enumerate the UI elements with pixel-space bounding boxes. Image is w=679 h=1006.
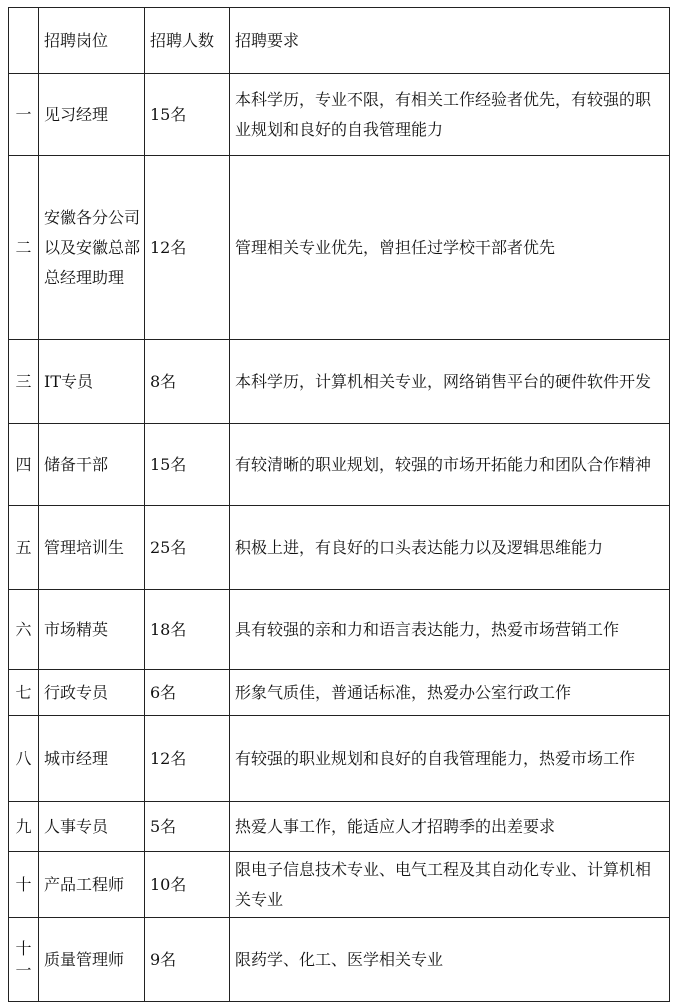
table-row [9,670,670,716]
row-count: 18名 [145,590,230,670]
row-position: 产品工程师 [39,852,145,918]
table-row [9,156,670,340]
table-row [9,918,670,1002]
row-requirement: 积极上进，有良好的口头表达能力以及逻辑思维能力 [230,506,670,590]
row-index: 四 [9,424,39,506]
row-requirement: 限电子信息技术专业、电气工程及其自动化专业、计算机相关专业 [230,852,670,918]
row-index: 八 [9,716,39,802]
row-count: 10名 [145,852,230,918]
header-row [9,8,670,74]
table-row [9,506,670,590]
row-count: 25名 [145,506,230,590]
row-count: 12名 [145,716,230,802]
row-position: 行政专员 [39,670,145,716]
row-position: 安徽各分公司以及安徽总部总经理助理 [39,156,145,340]
row-index: 九 [9,802,39,852]
header-index-cell [9,8,39,74]
table-row [9,802,670,852]
table-row [9,424,670,506]
table-row [9,340,670,424]
row-index: 一 [9,74,39,156]
row-count: 5名 [145,802,230,852]
row-index: 六 [9,590,39,670]
row-index: 十 [9,852,39,918]
row-requirement: 本科学历，计算机相关专业，网络销售平台的硬件软件开发 [230,340,670,424]
row-requirement: 形象气质佳，普通话标准，热爱办公室行政工作 [230,670,670,716]
row-index: 七 [9,670,39,716]
row-requirement: 管理相关专业优先，曾担任过学校干部者优先 [230,156,670,340]
row-position: 人事专员 [39,802,145,852]
row-position: 城市经理 [39,716,145,802]
row-count: 15名 [145,74,230,156]
row-index: 三 [9,340,39,424]
row-position: 管理培训生 [39,506,145,590]
row-position: IT专员 [39,340,145,424]
table-row [9,590,670,670]
row-count: 12名 [145,156,230,340]
row-count: 6名 [145,670,230,716]
row-requirement: 有较清晰的职业规划，较强的市场开拓能力和团队合作精神 [230,424,670,506]
row-index: 二 [9,156,39,340]
header-requirement-cell: 招聘要求 [230,8,670,74]
row-requirement: 具有较强的亲和力和语言表达能力，热爱市场营销工作 [230,590,670,670]
row-position: 质量管理师 [39,918,145,1002]
header-position-cell: 招聘岗位 [39,8,145,74]
row-requirement: 热爱人事工作，能适应人才招聘季的出差要求 [230,802,670,852]
row-position: 储备干部 [39,424,145,506]
row-position: 见习经理 [39,74,145,156]
row-count: 8名 [145,340,230,424]
row-requirement: 本科学历，专业不限，有相关工作经验者优先，有较强的职业规划和良好的自我管理能力 [230,74,670,156]
row-requirement: 限药学、化工、医学相关专业 [230,918,670,1002]
table-row [9,716,670,802]
table-row [9,74,670,156]
row-count: 9名 [145,918,230,1002]
header-count-cell: 招聘人数 [145,8,230,74]
recruitment-table [8,7,670,1002]
table-row [9,852,670,918]
row-index: 十一 [9,918,39,1002]
row-index: 五 [9,506,39,590]
row-position: 市场精英 [39,590,145,670]
row-requirement: 有较强的职业规划和良好的自我管理能力，热爱市场工作 [230,716,670,802]
row-count: 15名 [145,424,230,506]
